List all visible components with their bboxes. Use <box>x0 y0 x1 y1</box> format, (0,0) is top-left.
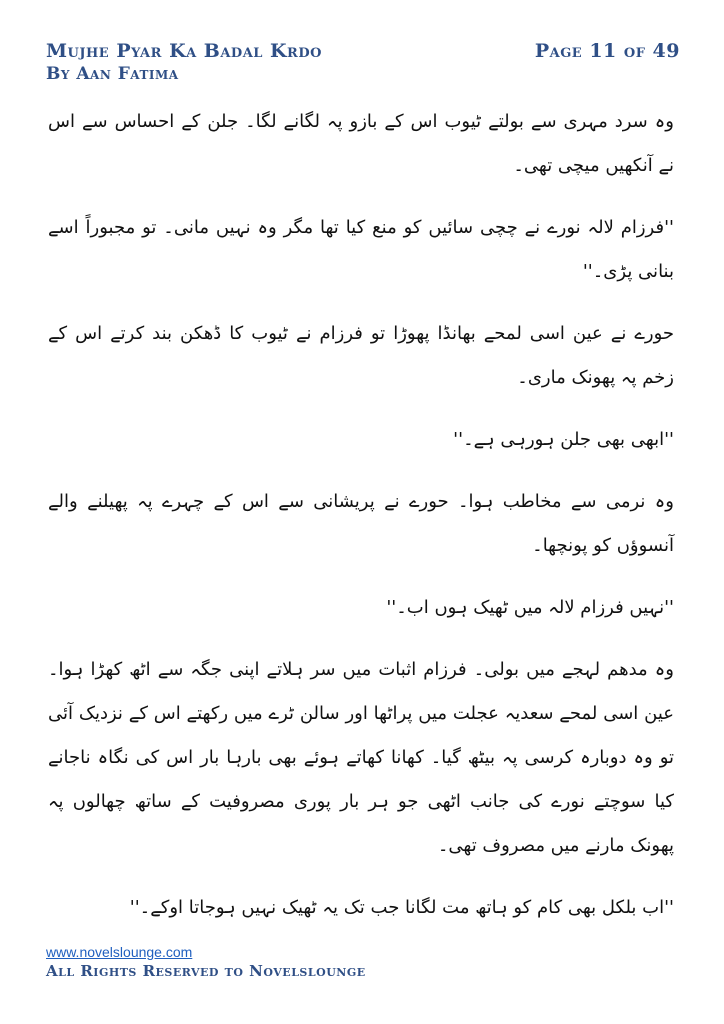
novel-title: Mujhe Pyar Ka Badal Krdo <box>46 40 322 62</box>
page-number: Page 11 of 49 <box>534 40 680 62</box>
paragraph: وہ مدھم لہجے میں بولی۔ فرزام اثبات میں سر ہلاتے اپنی جگہ سے اٹھ کھڑا ہوا۔ عین اسی لمحے سعدیہ عجلت میں پراٹھا اور سالن ٹرے میں رکھتے اس کے نزدیک آئی تو وہ دوبارہ کرسی پہ بیٹھ گیا۔ کھانا کھاتے ہوئے بھی بارہا بار اس کی نگاہ ناجانے کیا سوچتے نورے کی جانب اٹھی جو ہر بار پوری مصروفیت کے ساتھ چھالوں پہ پھونک مارنے میں مصروف تھی۔ <box>48 659 674 856</box>
paragraph: وہ سرد مہری سے بولتے ٹیوب اس کے بازو پہ لگانے لگا۔ جلن کے احساس سے اس نے آنکھیں میچی تھی۔ <box>48 111 674 176</box>
paragraph: وہ نرمی سے مخاطب ہوا۔ حورے نے پریشانی سے اس کے چہرے پہ پھیلنے والے آنسوؤں کو پونچھا۔ <box>48 491 674 556</box>
website-link[interactable]: www.novelslounge.com <box>46 944 193 960</box>
paragraph: ''نہیں فرزام لالہ میں ٹھیک ہوں اب۔'' <box>386 597 674 618</box>
paragraph: ''اب بلکل بھی کام کو ہاتھ مت لگانا جب تک یہ ٹھیک نہیں ہوجاتا اوکے۔'' <box>129 897 674 918</box>
copyright-notice: All Rights Reserved to Novelslounge <box>46 962 366 980</box>
paragraph: ''فرزام لالہ نورے نے چچی سائیں کو منع کیا تھا مگر وہ نہیں مانی۔ تو مجبوراً اسے بنانی پڑی۔'' <box>48 217 674 282</box>
paragraph: ''ابھی بھی جلن ہورہی ہے۔'' <box>453 429 674 450</box>
story-body <box>48 100 674 948</box>
paragraph: حورے نے عین اسی لمحے بھانڈا پھوڑا تو فرزام نے ٹیوب کا ڈھکن بند کرتے اس کے زخم پہ پھونک ماری۔ <box>48 323 674 388</box>
author-byline: By Aan Fatima <box>46 64 179 84</box>
